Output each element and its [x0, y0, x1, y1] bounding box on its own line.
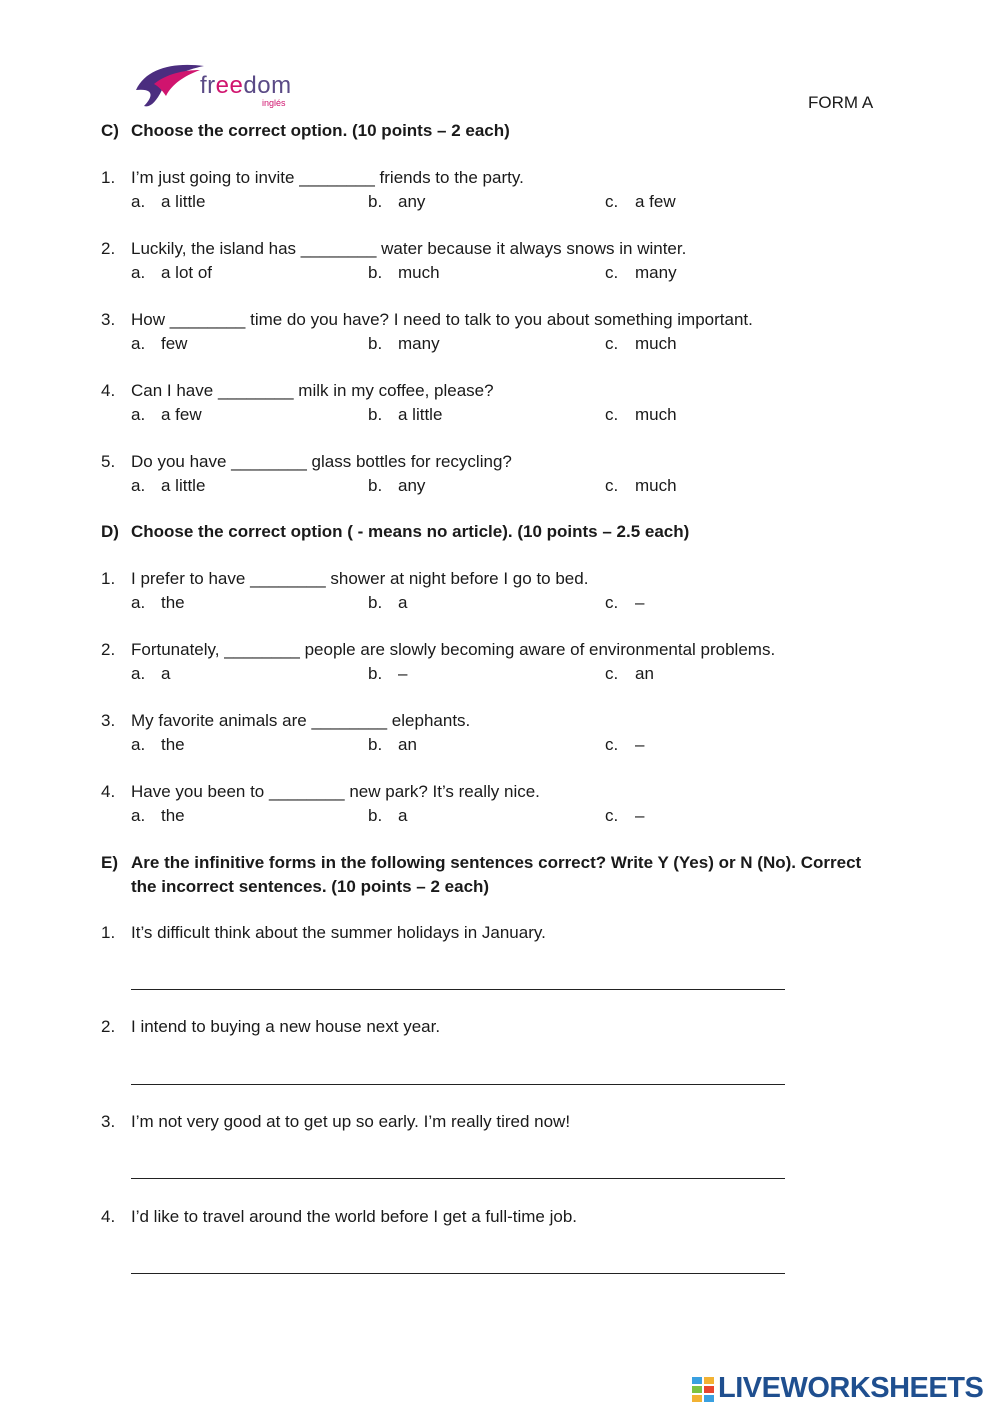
logo-wordmark: freedom — [200, 72, 292, 99]
freedom-logo — [134, 60, 304, 112]
option-a[interactable]: the — [161, 593, 185, 612]
option-a[interactable]: a — [161, 664, 171, 683]
question-text: How ________ time do you have? I need to talk to you about something important. — [131, 310, 753, 329]
question-text: Can I have ________ milk in my coffee, please? — [131, 381, 494, 400]
bird-logo-icon — [134, 60, 204, 110]
question-text: I prefer to have ________ shower at night before I go to bed. — [131, 569, 589, 588]
option-a[interactable]: a lot of — [161, 263, 213, 282]
question-text: It’s difficult think about the summer holidays in January. — [131, 923, 546, 942]
question-text: I’m not very good at to get up so early. I’m really tired now! — [131, 1112, 571, 1131]
answer-line[interactable] — [131, 988, 785, 990]
option-b[interactable]: any — [398, 476, 426, 495]
option-b[interactable]: a — [398, 806, 408, 825]
question-text: Luckily, the island has ________ water because it always snows in winter. — [131, 239, 687, 258]
liveworksheets-logo[interactable] — [692, 1372, 992, 1405]
logo-subtitle: inglés — [262, 98, 286, 108]
option-c[interactable]: an — [635, 664, 654, 683]
option-c[interactable]: – — [635, 806, 645, 825]
option-a[interactable]: the — [161, 806, 185, 825]
option-b[interactable]: any — [398, 192, 426, 211]
option-c[interactable]: many — [635, 263, 677, 282]
answer-line[interactable] — [131, 1083, 785, 1085]
option-a[interactable]: a few — [161, 405, 202, 424]
option-a[interactable]: the — [161, 735, 185, 754]
question-text: Fortunately, ________ people are slowly becoming aware of environmental problems. — [131, 640, 776, 659]
option-b[interactable]: much — [398, 263, 440, 282]
option-b[interactable]: many — [398, 334, 440, 353]
question-text: I’m just going to invite ________ friends to the party. — [131, 168, 524, 187]
option-c[interactable]: much — [635, 405, 677, 424]
question-text: Have you been to ________ new park? It’s really nice. — [131, 782, 540, 801]
option-b[interactable]: an — [398, 735, 417, 754]
question-text: I intend to buying a new house next year. — [131, 1017, 441, 1036]
option-c[interactable]: much — [635, 334, 677, 353]
option-b[interactable]: a — [398, 593, 408, 612]
option-a[interactable]: a little — [161, 192, 206, 211]
question-text: Do you have ________ glass bottles for recycling? — [131, 452, 512, 471]
answer-line[interactable] — [131, 1177, 785, 1179]
liveworksheets-wordmark: LIVEWORKSHEETS — [718, 1372, 984, 1404]
form-label: FORM A — [808, 93, 874, 112]
colored-blocks-icon — [692, 1377, 716, 1403]
question-text: My favorite animals are ________ elephants. — [131, 711, 471, 730]
option-a[interactable]: few — [161, 334, 188, 353]
option-b[interactable]: a little — [398, 405, 443, 424]
answer-line[interactable] — [131, 1272, 785, 1274]
option-a[interactable]: a little — [161, 476, 206, 495]
option-c[interactable]: a few — [635, 192, 676, 211]
option-c[interactable]: – — [635, 735, 645, 754]
option-c[interactable]: – — [635, 593, 645, 612]
question-text: I’d like to travel around the world before I get a full-time job. — [131, 1207, 578, 1226]
option-b[interactable]: – — [398, 664, 408, 683]
option-c[interactable]: much — [635, 476, 677, 495]
